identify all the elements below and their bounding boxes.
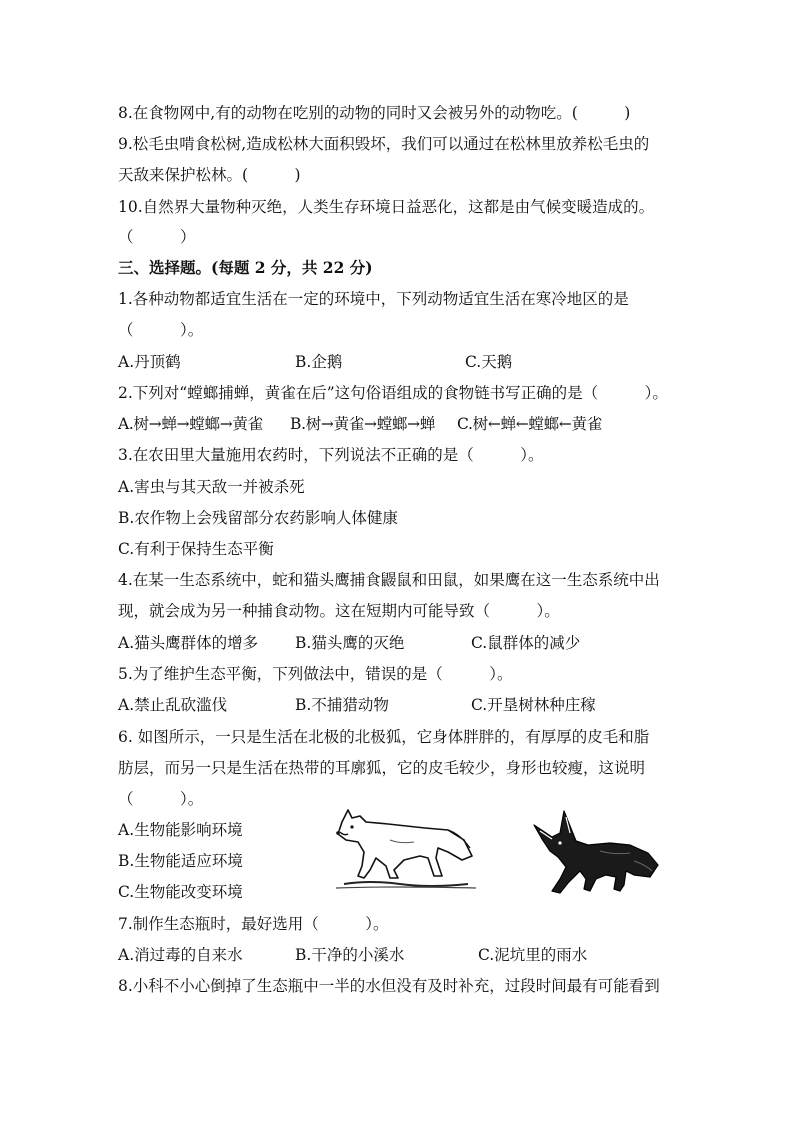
choice-6-option-b: B.生物能适应环境 [118,852,243,870]
question-9-true-false-line2: 天敌来保护松林。( ) [118,166,301,184]
arctic-fox-image [330,800,480,890]
choice-4-stem-line2: 现，就会成为另一种捕食动物。这在短期内可能导致（ ）。 [118,602,560,620]
choice-5-option-c: C.开垦树林种庄稼 [471,696,596,714]
choice-7-stem: 7.制作生态瓶时，最好选用（ ）。 [118,915,389,933]
choice-3-option-a: A.害虫与其天敌一并被杀死 [118,478,305,496]
choice-6-stem-line2: 肪层，而另一只是生活在热带的耳廓狐，它的皮毛较少，身形也较瘦，这说明 [118,759,646,777]
choice-4-option-c: C.鼠群体的减少 [471,634,581,652]
choice-5-option-a: A.禁止乱砍滥伐 [118,696,228,714]
choice-6-option-c: C.生物能改变环境 [118,883,243,901]
choice-5-stem: 5.为了维护生态平衡，下列做法中，错误的是（ ）。 [118,665,513,683]
choice-1-option-c: C.天鹅 [465,353,513,371]
choice-7-option-b: B.干净的小溪水 [295,946,405,964]
choice-1-option-a: A.丹顶鹤 [118,353,181,371]
question-9-true-false-line1: 9.松毛虫啃食松树,造成松林大面积毁坏，我们可以通过在松林里放养松毛虫的 [118,135,650,153]
section-3-heading: 三、选择题。(每题 2 分，共 22 分) [118,258,373,277]
choice-8-stem: 8.小科不小心倒掉了生态瓶中一半的水但没有及时补充，过段时间最有可能看到 [118,977,660,995]
choice-7-option-a: A.消过毒的自来水 [118,946,243,964]
choice-3-stem: 3.在农田里大量施用农药时，下列说法不正确的是（ ）。 [118,446,544,464]
choice-4-option-b: B.猫头鹰的灭绝 [295,634,405,652]
choice-7-option-c: C.泥坑里的雨水 [478,946,588,964]
choice-6-stem-line1: 6. 如图所示，一只是生活在北极的北极狐，它身体胖胖的，有厚厚的皮毛和脂 [118,728,650,746]
choice-2-option-a: A.树→蝉→螳螂→黄雀 [118,415,263,433]
choice-2-option-c: C.树←蝉←螳螂←黄雀 [457,415,602,433]
choice-3-option-b: B.农作物上会残留部分农药影响人体健康 [118,509,398,527]
choice-2-option-b: B.树→黄雀→螳螂→蝉 [290,415,435,433]
choice-6-stem-line3: （ ）。 [118,790,204,808]
choice-5-option-b: B.不捕猎动物 [295,696,389,714]
choice-1-stem-line2: （ ）。 [118,321,204,339]
fennec-fox-image [530,805,665,900]
choice-4-option-a: A.猫头鹰群体的增多 [118,634,259,652]
question-8-true-false: 8.在食物网中,有的动物在吃别的动物的同时又会被另外的动物吃。( ) [118,104,631,122]
question-10-true-false-line2: （ ） [118,228,196,246]
question-10-true-false-line1: 10.自然界大量物种灭绝，人类生存环境日益恶化，这都是由气候变暖造成的。 [118,198,655,216]
choice-2-stem: 2.下列对“螳螂捕蝉，黄雀在后”这句俗语组成的食物链书写正确的是（ ）。 [118,384,668,402]
choice-1-option-b: B.企鹅 [295,353,343,371]
choice-6-option-a: A.生物能影响环境 [118,821,243,839]
choice-4-stem-line1: 4.在某一生态系统中，蛇和猫头鹰捕食鼹鼠和田鼠，如果鹰在这一生态系统中出 [118,571,660,589]
choice-3-option-c: C.有利于保持生态平衡 [118,540,274,558]
choice-1-stem-line1: 1.各种动物都适宜生活在一定的环境中，下列动物适宜生活在寒冷地区的是 [118,290,629,308]
